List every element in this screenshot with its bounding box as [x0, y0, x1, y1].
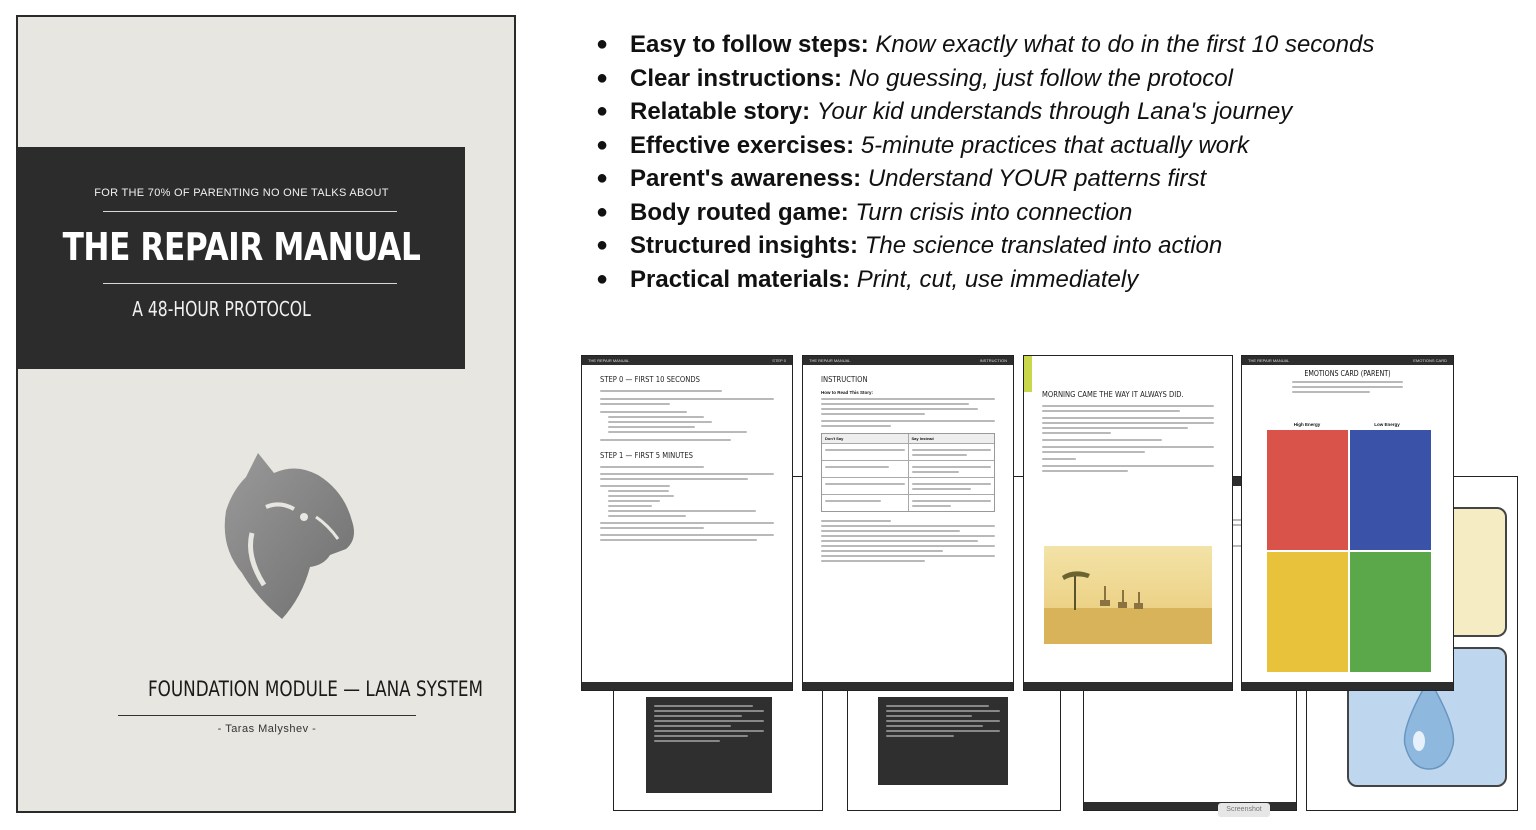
savanna-giraffes-illustration — [1044, 546, 1212, 644]
cover-author: - Taras Malyshev - — [217, 723, 317, 735]
bullet-icon: ● — [596, 167, 609, 189]
bullet-icon: ● — [596, 200, 609, 223]
feature-item: ● Practical materials: Print, cut, use immediately — [596, 263, 1526, 297]
sample-page-instruction: THE REPAIR MANUAL INSTRUCTION INSTRUCTION How to Read This Story: Don't Say Say Instead — [802, 355, 1014, 691]
low-energy-label: Low Energy — [1374, 422, 1400, 427]
bullet-icon: ● — [596, 267, 609, 290]
story-heading: MORNING CAME THE WAY IT ALWAYS DID. — [1042, 390, 1184, 399]
feature-item: ● Parent's awareness: Understand YOUR patterns first — [596, 162, 1526, 196]
feature-item: ● Body routed game: Turn crisis into connection — [596, 196, 1526, 230]
quadrant-blue — [1350, 430, 1431, 550]
feature-list — [596, 28, 1526, 296]
callout-box — [646, 697, 772, 793]
bullet-icon: ● — [596, 133, 609, 156]
feature-item: ● Relatable story: Your kid understands through Lana's journey — [596, 95, 1526, 129]
cover-kicker: FOR THE 70% OF PARENTING NO ONE TALKS ABOUT — [94, 187, 389, 199]
feature-item: ● Easy to follow steps: Know exactly what to do in the first 10 seconds — [596, 28, 1526, 62]
feature-item: ● Structured insights: The science translated into action — [596, 229, 1526, 263]
screenshot-tag: Screenshot — [1218, 803, 1270, 817]
instruction-subheading: How to Read This Story: — [821, 390, 874, 395]
cover-subtitle: A 48-HOUR PROTOCOL — [132, 297, 311, 321]
cover-module-title: FOUNDATION MODULE — LANA SYSTEM — [148, 677, 483, 701]
emotions-heading: EMOTIONS CARD (PARENT) — [1304, 369, 1391, 378]
book-cover — [16, 15, 516, 813]
bullet-icon: ● — [596, 66, 609, 89]
feature-item: ● Effective exercises: 5-minute practices that actually work — [596, 129, 1526, 163]
page-accent — [1024, 356, 1032, 392]
cover-divider — [103, 211, 397, 212]
step0-heading: STEP 0 — FIRST 10 SECONDS — [600, 375, 700, 384]
cover-title: THE REPAIR MANUAL — [62, 225, 421, 269]
lioness-head-icon — [206, 447, 366, 622]
emotions-quadrant-grid — [1267, 430, 1431, 672]
callout-box — [878, 697, 1008, 785]
quadrant-yellow — [1267, 552, 1348, 672]
sample-page-step0: THE REPAIR MANUAL STEP 0 STEP 0 — FIRST 10 SECONDS STEP 1 — FIRST 5 MINUTES — [581, 355, 793, 691]
high-energy-label: High Energy — [1293, 422, 1321, 427]
sample-page-story — [1023, 355, 1233, 691]
bullet-icon: ● — [596, 100, 609, 122]
say-instead-table: Don't Say Say Instead — [821, 433, 995, 512]
quadrant-green — [1350, 552, 1431, 672]
sample-page-emotions-card: THE REPAIR MANUAL EMOTIONS CARD EMOTIONS CARD (PARENT) High Energy Low Energy — [1241, 355, 1454, 691]
quadrant-red — [1267, 430, 1348, 550]
cover-divider — [118, 715, 416, 716]
step1-heading: STEP 1 — FIRST 5 MINUTES — [600, 451, 693, 460]
cover-divider — [103, 283, 397, 284]
cover-title-band — [18, 147, 465, 369]
feature-item: ● Clear instructions: No guessing, just follow the protocol — [596, 62, 1526, 96]
bullet-icon: ● — [596, 33, 609, 55]
instruction-heading: INSTRUCTION — [821, 375, 868, 384]
bullet-icon: ● — [596, 234, 609, 256]
